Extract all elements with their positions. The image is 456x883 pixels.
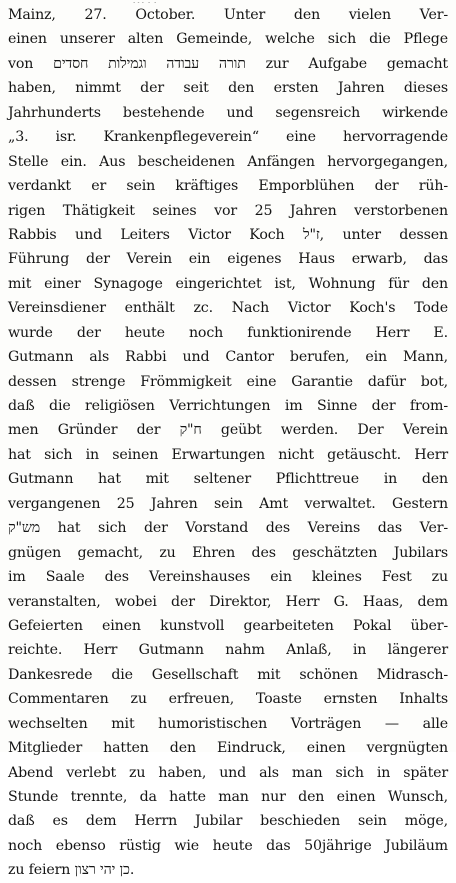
article-line-13: Vereinsdiener enthält zc. Nach Victor Koch's Tode <box>8 300 448 317</box>
article-line-25: veranstalten, wobei der Direktor, Herr G. Haas, dem <box>8 593 448 610</box>
article-line-21: vergangenen 25 Jahren sein Amt verwaltet. Gestern <box>8 495 448 512</box>
article-body <box>8 3 448 883</box>
article-line-26: Gefeierten einen kunstvoll gearbeiteten Pokal über- <box>8 617 448 634</box>
article-line-23: gnügen gemacht, zu Ehren des geschätzten Jubilars <box>8 544 448 561</box>
article-line-33: Stunde trennte, da hatte man nur den einen Wunsch, <box>8 789 448 805</box>
article-line-31: Mitglieder hatten den Eindruck, einen vergnügten <box>8 740 448 757</box>
article-line-29: Commentaren zu erfreuen, Toaste ernsten Inhalts <box>8 691 448 708</box>
article-line-11: Führung der Verein ein eigenes Haus erwarb, das <box>8 251 448 268</box>
article-line-17: daß die religiösen Verrichtungen im Sinne der from- <box>8 398 448 414</box>
article-line-16: dessen strenge Frömmigkeit eine Garantie dafür bot, <box>8 373 448 390</box>
article-line-15: Gutmann als Rabbi und Cantor berufen, ein Mann, <box>8 349 448 366</box>
article-line-18: men Gründer der ח"ק geübt werden. Der Verein <box>8 422 448 439</box>
article-line-36: zu feiern כן יהי רצון. <box>8 862 135 879</box>
article-line-14: wurde der heute noch funktionirende Herr E. <box>8 324 448 341</box>
article-line-2: einen unserer alten Gemeinde, welche sich die Pflege <box>8 31 448 48</box>
article-line-24: im Saale des Vereinshauses ein kleines Fest zu <box>8 569 448 586</box>
article-line-5: Jahrhunderts bestehende und segensreich wirkende <box>8 104 448 121</box>
article-line-35: noch ebenso rüstig wie heute das 50jährige Jubiläum <box>8 837 448 854</box>
article-line-8: verdankt er sein kräftiges Emporblühen der rüh- <box>8 178 448 195</box>
article-line-27: reichte. Herr Gutmann nahm Anlaß, in längerer <box>8 642 448 659</box>
article-line-32: Abend verlebt zu haben, und als man sich in später <box>8 764 448 781</box>
article-line-9: rigen Thätigkeit seines vor 25 Jahren verstorbenen <box>8 202 448 219</box>
article-line-7: Stelle ein. Aus bescheidenen Anfängen hervorgegangen, <box>8 153 448 170</box>
article-line-3: von תורה עבודה וגמילות חסדים zur Aufgabe gemacht <box>8 55 448 72</box>
article-line-6: „3. isr. Krankenpflegeverein“ eine hervorragende <box>8 129 448 146</box>
article-line-12: mit einer Synagoge eingerichtet ist, Wohnung für den <box>8 275 448 292</box>
article-line-30: wechselten mit humoristischen Vorträgen — alle <box>8 715 448 732</box>
article-line-28: Dankesrede die Gesellschaft mit schönen Midrasch- <box>8 666 448 683</box>
article-line-22: מש"ק hat sich der Vorstand des Vereins das Ver- <box>8 520 448 537</box>
article-line-1: Mainz, 27. October. Unter den vielen Ver- <box>8 7 448 23</box>
article-line-20: Gutmann hat mit seltener Pflichttreue in den <box>8 471 448 488</box>
article-line-34: daß es dem Herrn Jubilar beschieden sein möge, <box>8 813 448 830</box>
article-line-19: hat sich in seinen Erwartungen nicht getäuscht. Herr <box>8 446 448 463</box>
article-line-4: haben, nimmt der seit den ersten Jahren dieses <box>8 80 448 97</box>
article-line-10: Rabbis und Leiters Victor Koch ז"ל, unter dessen <box>8 226 448 243</box>
